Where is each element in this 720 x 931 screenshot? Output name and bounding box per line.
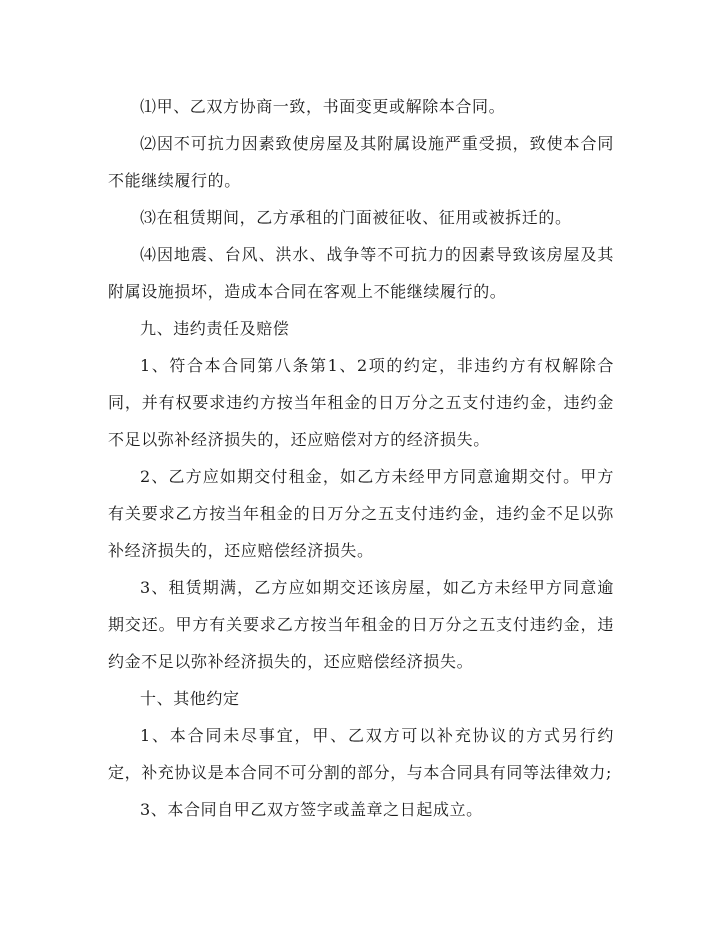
- clause-breach-2: 2、乙方应如期交付租金，如乙方未经甲方同意逾期交付。甲方有关要求乙方按当年租金的日万分之五支付违约金，违约金不足以弥补经济损失的，还应赔偿经济损失。: [108, 467, 614, 560]
- clause-termination-4: ⑷因地震、台风、洪水、战争等不可抗力的因素导致该房屋及其附属设施损坏，造成本合同在客观上不能继续履行的。: [108, 245, 614, 301]
- clause-other-3: 3、本合同自甲乙双方签字或盖章之日起成立。: [140, 800, 483, 819]
- clause-termination-1: ⑴甲、乙双方协商一致，书面变更或解除本合同。: [140, 97, 506, 116]
- clause-breach-1: 1、符合本合同第八条第1、2项的约定，非违约方有权解除合同，并有权要求违约方按当年租金的日万分之五支付违约金，违约金不足以弥补经济损失的，还应赔偿对方的经济损失。: [108, 356, 614, 449]
- clause-other-1: 1、本合同未尽事宜，甲、乙双方可以补充协议的方式另行约定，补充协议是本合同不可分割的部分，与本合同具有同等法律效力;: [108, 726, 614, 782]
- section-heading-other: 十、其他约定: [140, 689, 240, 708]
- document-page: [108, 88, 614, 828]
- clause-termination-2: ⑵因不可抗力因素致使房屋及其附属设施严重受损，致使本合同不能继续履行的。: [108, 134, 614, 190]
- clause-termination-3: ⑶在租赁期间，乙方承租的门面被征收、征用或被拆迁的。: [140, 208, 572, 227]
- clause-breach-3: 3、租赁期满，乙方应如期交还该房屋，如乙方未经甲方同意逾期交还。甲方有关要求乙方按当年租金的日万分之五支付违约金，违约金不足以弥补经济损失的，还应赔偿经济损失。: [108, 578, 614, 671]
- section-heading-breach: 九、违约责任及赔偿: [140, 319, 290, 338]
